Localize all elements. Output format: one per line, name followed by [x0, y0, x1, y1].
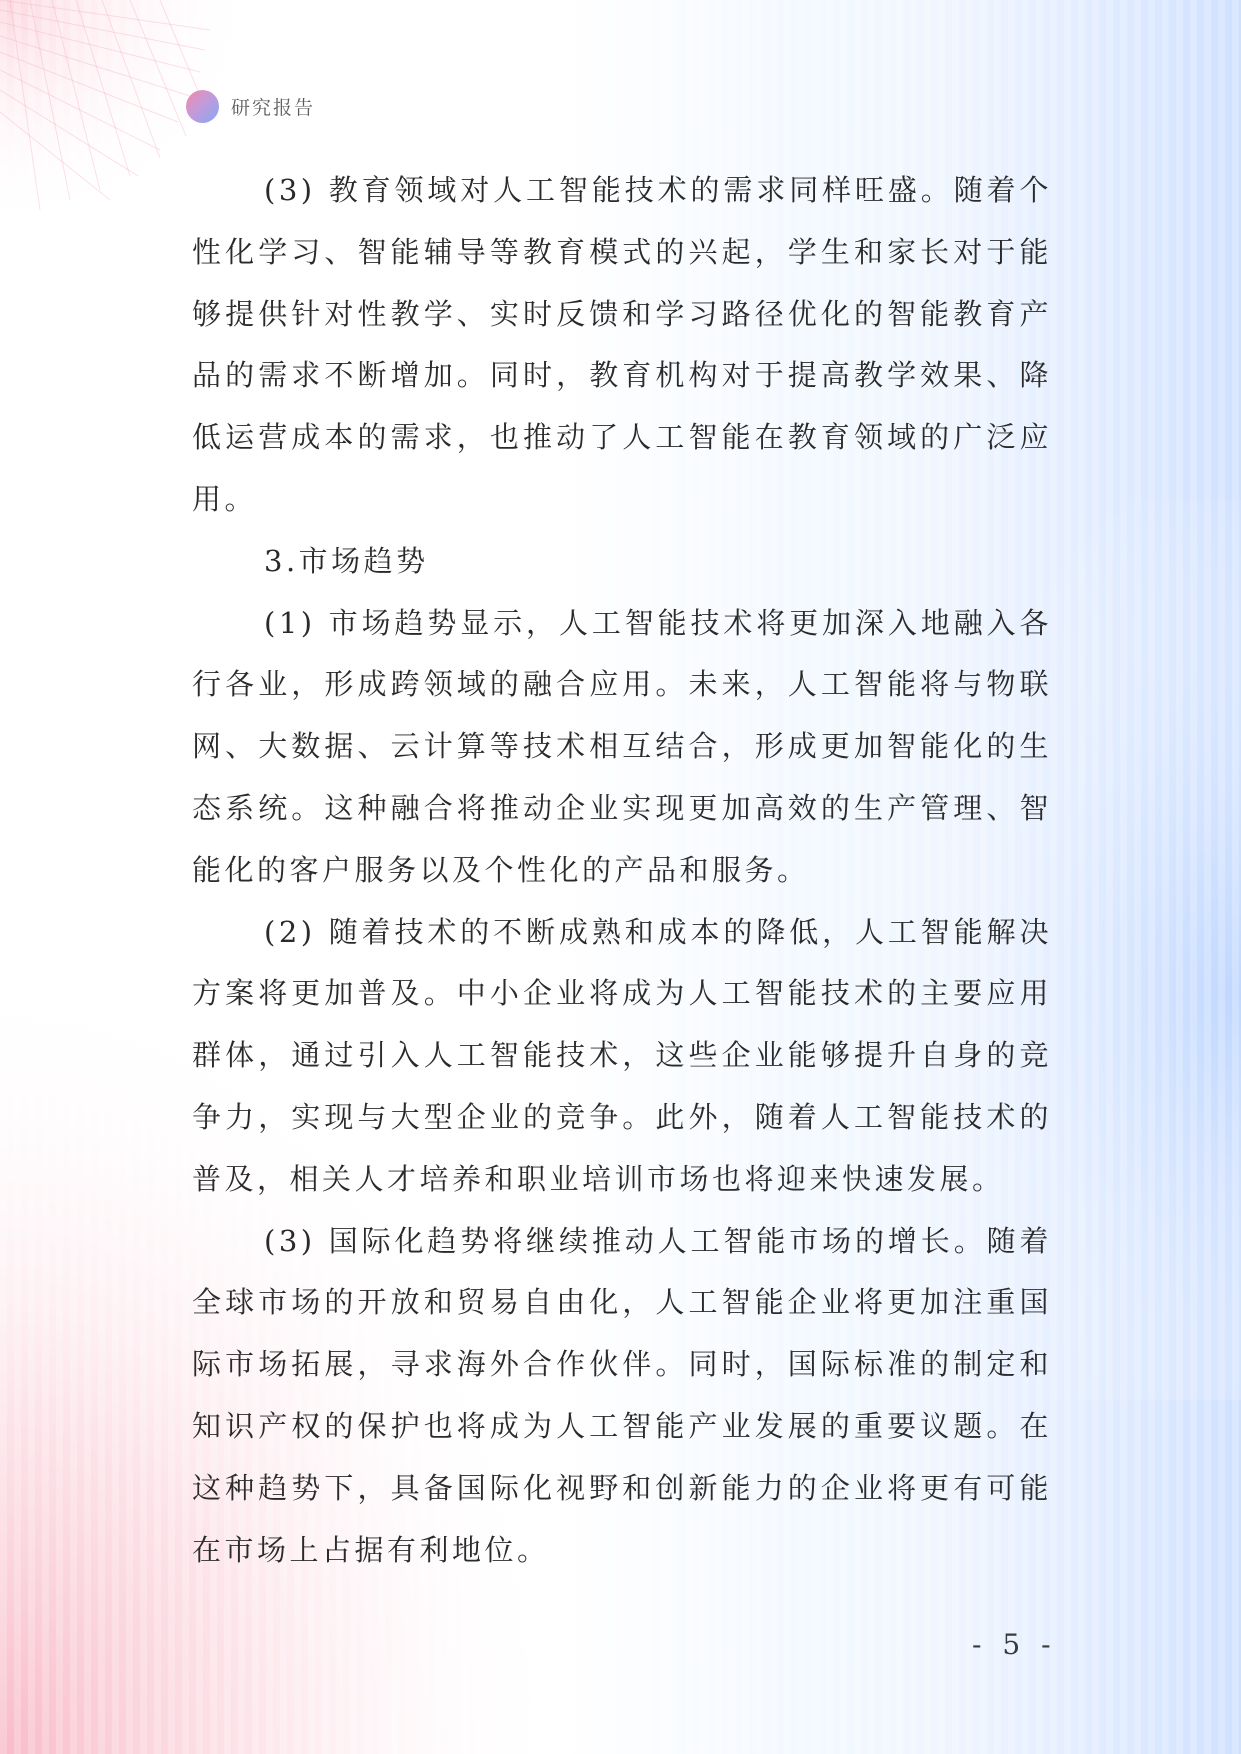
report-header	[186, 86, 315, 126]
section-heading-market-trends: 3.市场趋势	[264, 543, 429, 578]
paragraph-education-demand: (3) 教育领域对人工智能技术的需求同样旺盛。随着个性化学习、智能辅导等教育模式的兴起，学生和家长对于能够提供针对性教学、实时反馈和学习路径优化的智能教育产品的需求不断增加。同时，教育机构对于提高教学效果、降低运营成本的需求，也推动了人工智能在教育领域的广泛应用。	[192, 173, 1052, 516]
paragraph-trend-3: (3) 国际化趋势将继续推动人工智能市场的增长。随着全球市场的开放和贸易自由化，人工智能企业将更加注重国际市场拓展，寻求海外合作伙伴。同时，国际标准的制定和知识产权的保护也将成为人工智能产业发展的重要议题。在这种趋势下，具备国际化视野和创新能力的企业将更有可能在市场上占据有利地位。	[192, 1223, 1052, 1567]
header-label: 研究报告	[231, 96, 316, 119]
report-logo-icon	[186, 90, 219, 123]
paragraph-trend-1: (1) 市场趋势显示，人工智能技术将更加深入地融入各行各业，形成跨领域的融合应用。未来，人工智能将与物联网、大数据、云计算等技术相互结合，形成更加智能化的生态系统。这种融合将推动企业实现更加高效的生产管理、智能化的客户服务以及个性化的产品和服务。	[192, 605, 1052, 887]
page-number: - 5 -	[972, 1628, 1057, 1661]
paragraph-trend-2: (2) 随着技术的不断成熟和成本的降低，人工智能解决方案将更加普及。中小企业将成为人工智能技术的主要应用群体，通过引入人工智能技术，这些企业能够提升自身的竞争力，实现与大型企业的竞争。此外，随着人工智能技术的普及，相关人才培养和职业培训市场也将迎来快速发展。	[192, 914, 1052, 1196]
document-body	[192, 160, 1052, 1581]
